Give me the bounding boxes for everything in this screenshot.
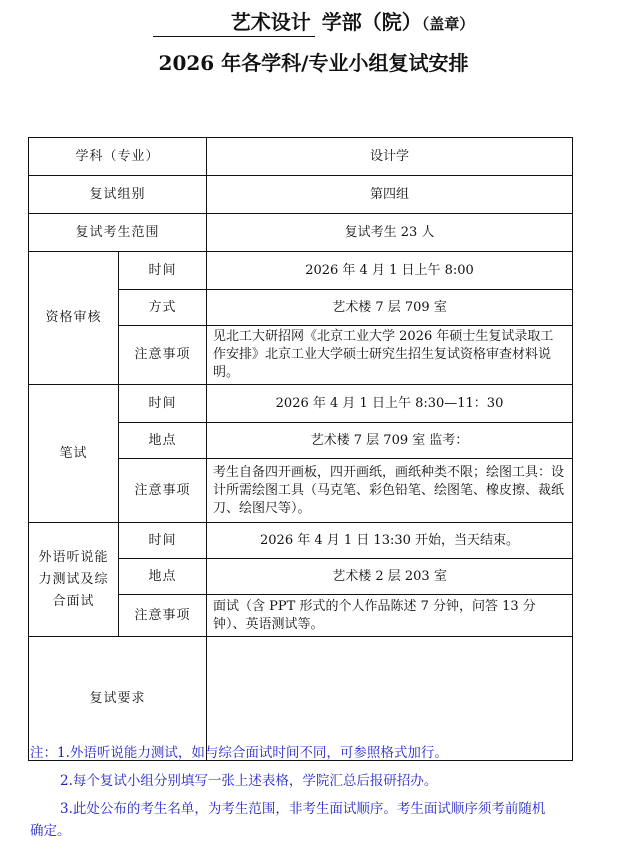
qualification-method-value: 艺术楼 7 层 709 室 [207,290,573,326]
department-name: 艺术设计 [153,8,315,37]
interview-place-label: 地点 [119,559,207,595]
footnote-1: 注：1.外语听说能力测试，如与综合面试时间不同，可参照格式加行。 [30,745,448,761]
qualification-time-label: 时间 [119,252,207,290]
discipline-label: 学科（专业） [29,138,207,176]
discipline-row [29,138,573,176]
qualification-time-row [29,252,573,290]
qualification-notes-label: 注意事项 [119,326,207,385]
interview-notes-label: 注意事项 [119,595,207,637]
department-header [0,8,627,38]
written-notes-value: 考生自备四开画板，四开画纸，画纸种类不限；绘图工具：设计所需绘图工具（马克笔、彩色铅笔、绘图笔、橡皮擦、裁纸刀、绘图尺等）。 [207,459,573,523]
written-time-row [29,385,573,423]
written-time-value: 2026 年 4 月 1 日上午 8:30—11：30 [207,385,573,423]
qualification-section-label: 资格审核 [29,252,119,385]
qualification-method-label: 方式 [119,290,207,326]
page-title: 2026 年各学科/专业小组复试安排 [158,51,469,75]
scope-row [29,214,573,252]
schedule-table [28,137,573,761]
written-time-label: 时间 [119,385,207,423]
interview-place-value: 艺术楼 2 层 203 室 [207,559,573,595]
group-value: 第四组 [207,176,573,214]
group-label: 复试组别 [29,176,207,214]
written-place-value: 艺术楼 7 层 709 室 监考： [207,423,573,459]
written-notes-label: 注意事项 [119,459,207,523]
interview-time-row [29,523,573,559]
qualification-time-value: 2026 年 4 月 1 日上午 8:00 [207,252,573,290]
requirements-label: 复试要求 [29,637,207,761]
footnote-3-line1: 3.此处公布的考生名单，为考生范围，非考生面试顺序。考生面试顺序须考前随机 [60,801,546,817]
department-suffix: 学部（院） [321,10,422,34]
written-section-label: 笔试 [29,385,119,523]
discipline-value: 设计学 [207,138,573,176]
footnote-2: 2.每个复试小组分别填写一张上述表格，学院汇总后报研招办。 [60,773,438,789]
interview-time-value: 2026 年 4 月 1 日 13:30 开始，当天结束。 [207,523,573,559]
qualification-notes-value: 见北工大研招网《北京工业大学 2026 年硕士生复试录取工作安排》北京工业大学硕士研究生招生复试资格审查材料说明。 [207,326,573,385]
scope-label: 复试考生范围 [29,214,207,252]
seal-note: （盖章） [421,15,475,33]
interview-section-label: 外语听说能力测试及综合面试 [29,523,119,637]
interview-time-label: 时间 [119,523,207,559]
interview-notes-value: 面试（含 PPT 形式的个人作品陈述 7 分钟，问答 13 分钟）、英语测试等。 [207,595,573,637]
written-place-label: 地点 [119,423,207,459]
group-row [29,176,573,214]
footnote-3-line2: 确定。 [30,823,71,839]
footnotes [30,742,620,848]
scope-value: 复试考生 23 人 [207,214,573,252]
